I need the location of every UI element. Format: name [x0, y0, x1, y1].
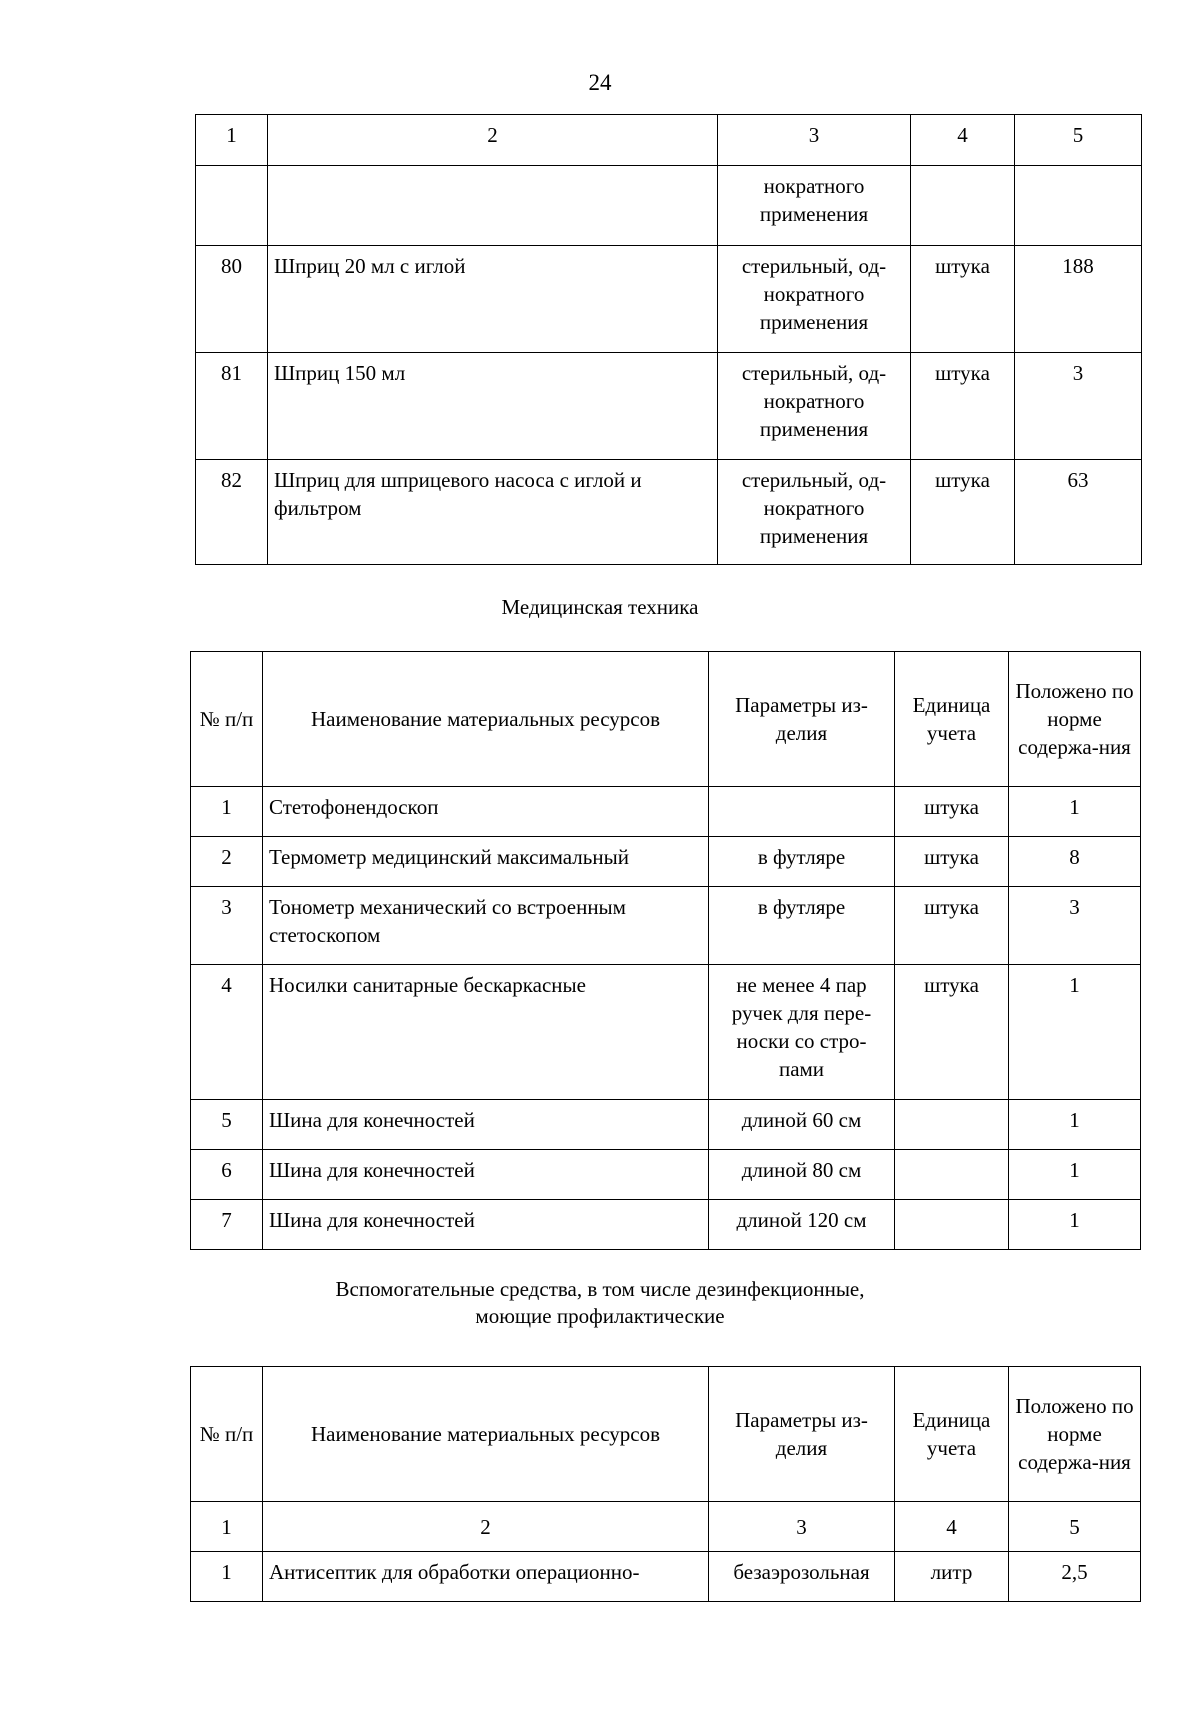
row-number: 4 — [191, 965, 263, 1100]
auxiliary-means-table — [190, 1366, 1141, 1602]
row-number: 1 — [191, 787, 263, 837]
table-row — [191, 1552, 1141, 1602]
item-params: безаэрозольная — [709, 1552, 895, 1602]
table-row — [196, 166, 1142, 246]
item-name: Шприц 20 мл с иглой — [268, 246, 718, 353]
item-params: в футляре — [709, 837, 895, 887]
header-num: № п/п — [191, 1367, 263, 1502]
item-qty: 63 — [1015, 460, 1142, 565]
table-row — [196, 460, 1142, 565]
continuation-table — [195, 114, 1142, 565]
column-number: 3 — [718, 115, 911, 166]
page-number: 24 — [588, 70, 612, 95]
row-number — [196, 166, 268, 246]
item-params: стерильный, од-нократного применения — [718, 460, 911, 565]
header-num: № п/п — [191, 652, 263, 787]
header-qty: Положено по норме содержа-ния — [1009, 652, 1141, 787]
item-name: Термометр медицинский максимальный — [263, 837, 709, 887]
item-params: длиной 80 см — [709, 1150, 895, 1200]
column-number: 1 — [191, 1502, 263, 1552]
item-params: не менее 4 пар ручек для пере-носки со стро-пами — [709, 965, 895, 1100]
column-number: 2 — [263, 1502, 709, 1552]
item-params: длиной 120 см — [709, 1200, 895, 1250]
item-name — [268, 166, 718, 246]
row-number: 5 — [191, 1100, 263, 1150]
column-number: 1 — [196, 115, 268, 166]
item-qty: 1 — [1009, 965, 1141, 1100]
table-row — [191, 887, 1141, 965]
item-unit: штука — [895, 837, 1009, 887]
column-number-row — [196, 115, 1142, 166]
item-name: Шина для конечностей — [263, 1200, 709, 1250]
item-qty: 188 — [1015, 246, 1142, 353]
item-unit: штука — [911, 353, 1015, 460]
item-params: стерильный, од-нократного применения — [718, 353, 911, 460]
item-name: Антисептик для обработки операционно- — [263, 1552, 709, 1602]
header-row — [191, 1367, 1141, 1502]
section-title-auxiliary — [0, 1276, 1200, 1330]
header-unit: Единица учета — [895, 652, 1009, 787]
row-number: 6 — [191, 1150, 263, 1200]
header-row — [191, 652, 1141, 787]
column-number-row — [191, 1502, 1141, 1552]
item-qty: 1 — [1009, 1100, 1141, 1150]
item-unit — [895, 1150, 1009, 1200]
item-params — [709, 787, 895, 837]
row-number: 80 — [196, 246, 268, 353]
section-title-line: Вспомогательные средства, в том числе дезинфекционные, — [335, 1277, 865, 1301]
table-row — [191, 837, 1141, 887]
item-qty: 1 — [1009, 787, 1141, 837]
item-name: Шприц для шприцевого насоса с иглой и фильтром — [268, 460, 718, 565]
item-unit — [895, 1200, 1009, 1250]
item-name: Шина для конечностей — [263, 1100, 709, 1150]
item-params: стерильный, од-нократного применения — [718, 246, 911, 353]
column-number: 5 — [1015, 115, 1142, 166]
row-number: 3 — [191, 887, 263, 965]
column-number: 2 — [268, 115, 718, 166]
header-params: Параметры из-делия — [709, 652, 895, 787]
item-name: Тонометр механический со встроенным стетоскопом — [263, 887, 709, 965]
row-number: 1 — [191, 1552, 263, 1602]
item-unit — [911, 166, 1015, 246]
item-unit — [895, 1100, 1009, 1150]
header-name: Наименование материальных ресурсов — [263, 652, 709, 787]
table-row — [191, 1200, 1141, 1250]
item-name: Стетофонендоскоп — [263, 787, 709, 837]
column-number: 5 — [1009, 1502, 1141, 1552]
section-title-medical-equipment: Медицинская техника — [501, 595, 699, 619]
item-qty: 1 — [1009, 1200, 1141, 1250]
item-params: нократного применения — [718, 166, 911, 246]
row-number: 2 — [191, 837, 263, 887]
medical-equipment-table — [190, 651, 1141, 1250]
table-row — [196, 353, 1142, 460]
item-qty: 3 — [1009, 887, 1141, 965]
row-number: 7 — [191, 1200, 263, 1250]
item-unit: штука — [895, 787, 1009, 837]
table-row — [191, 1150, 1141, 1200]
row-number: 81 — [196, 353, 268, 460]
header-unit: Единица учета — [895, 1367, 1009, 1502]
item-unit: литр — [895, 1552, 1009, 1602]
item-qty: 2,5 — [1009, 1552, 1141, 1602]
item-name: Носилки санитарные бескаркасные — [263, 965, 709, 1100]
item-name: Шприц 150 мл — [268, 353, 718, 460]
table-row — [191, 965, 1141, 1100]
item-qty: 1 — [1009, 1150, 1141, 1200]
header-params: Параметры из-делия — [709, 1367, 895, 1502]
item-qty: 8 — [1009, 837, 1141, 887]
item-name: Шина для конечностей — [263, 1150, 709, 1200]
item-unit: штука — [911, 246, 1015, 353]
header-name: Наименование материальных ресурсов — [263, 1367, 709, 1502]
column-number: 4 — [895, 1502, 1009, 1552]
row-number: 82 — [196, 460, 268, 565]
item-qty — [1015, 166, 1142, 246]
section-title-line: моющие профилактические — [475, 1304, 725, 1328]
table-row — [196, 246, 1142, 353]
item-unit: штука — [895, 965, 1009, 1100]
column-number: 4 — [911, 115, 1015, 166]
table-row — [191, 1100, 1141, 1150]
column-number: 3 — [709, 1502, 895, 1552]
header-qty: Положено по норме содержа-ния — [1009, 1367, 1141, 1502]
item-unit: штука — [895, 887, 1009, 965]
item-params: в футляре — [709, 887, 895, 965]
item-params: длиной 60 см — [709, 1100, 895, 1150]
item-qty: 3 — [1015, 353, 1142, 460]
table-row — [191, 787, 1141, 837]
item-unit: штука — [911, 460, 1015, 565]
